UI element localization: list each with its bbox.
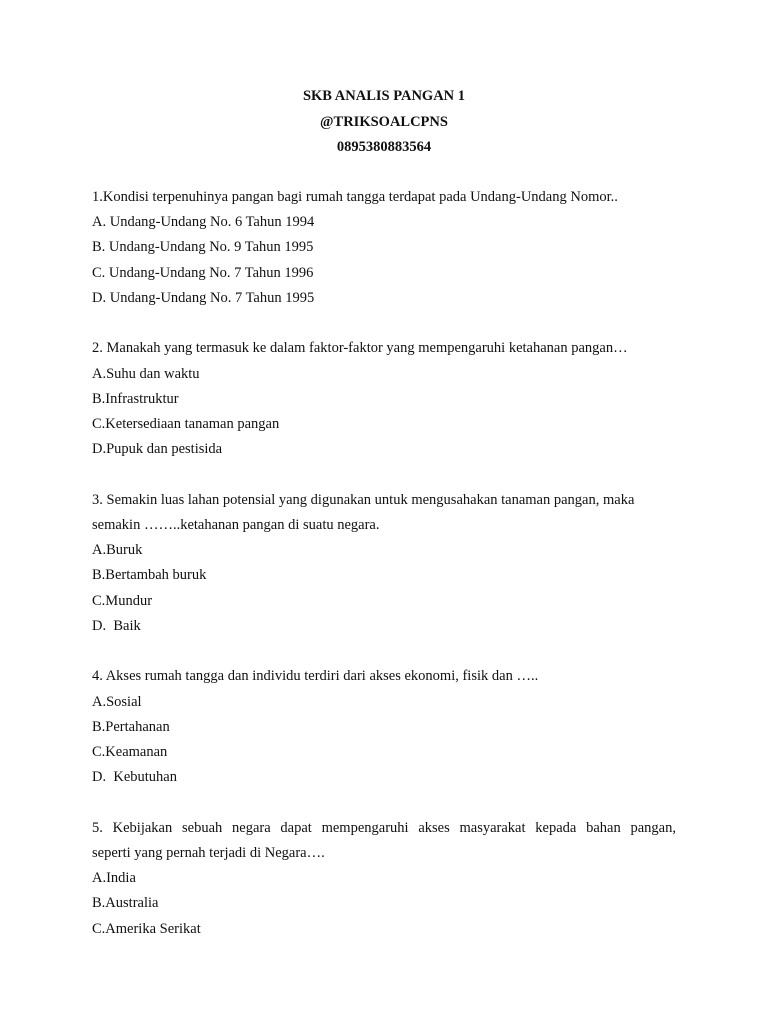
answer-option-d: D.Pupuk dan pestisida [92, 441, 223, 458]
answer-option-b: B. Undang-Undang No. 9 Tahun 1995 [92, 239, 314, 256]
answer-option-d: D. Baik [92, 617, 141, 634]
answer-option-b: B.Pertahanan [92, 718, 170, 735]
answer-option-b: B.Australia [92, 895, 159, 912]
question-4 [92, 664, 676, 790]
question-3 [92, 488, 676, 639]
question-list [92, 185, 676, 967]
answer-option-b: B.Bertambah buruk [92, 567, 207, 584]
answer-option-a: A. Undang-Undang No. 6 Tahun 1994 [92, 214, 315, 231]
question-stem-line-2: semakin ……..ketahanan pangan di suatu negara. [92, 517, 380, 534]
question-stem-line-2: seperti yang pernah terjadi di Negara…. [92, 845, 325, 862]
question-stem: 2. Manakah yang termasuk ke dalam faktor-faktor yang mempengaruhi ketahanan pangan… [92, 340, 628, 357]
question-stem-line-1: 5. Kebijakan sebuah negara dapat mempengaruhi akses masyarakat kepada bahan pangan, [92, 819, 676, 836]
answer-option-b: B.Infrastruktur [92, 390, 179, 407]
answer-option-a: A.Buruk [92, 542, 143, 559]
answer-option-c: C.Ketersediaan tanaman pangan [92, 416, 280, 433]
document-title: SKB ANALIS PANGAN 1 [302, 88, 466, 104]
question-stem: 1.Kondisi terpenuhinya pangan bagi rumah tangga terdapat pada Undang-Undang Nomor.. [92, 189, 618, 205]
answer-option-c: C.Amerika Serikat [92, 920, 201, 937]
question-5 [92, 816, 676, 942]
contact-phone: 0895380883564 [336, 139, 432, 155]
answer-option-d: D. Undang-Undang No. 7 Tahun 1995 [92, 289, 315, 306]
answer-option-a: A.Suhu dan waktu [92, 365, 200, 382]
answer-option-a: A.Sosial [92, 693, 142, 710]
question-2 [92, 336, 676, 462]
author-handle: @TRIKSOALCPNS [320, 113, 448, 130]
answer-option-c: C.Keamanan [92, 744, 168, 761]
answer-option-c: C.Mundur [92, 592, 153, 609]
question-1 [92, 185, 676, 311]
document-header [0, 84, 768, 161]
question-stem-line-1: 3. Semakin luas lahan potensial yang digunakan untuk mengusahakan tanaman pangan, maka [92, 491, 635, 508]
answer-option-a: A.India [92, 870, 136, 887]
answer-option-d: D. Kebutuhan [92, 769, 177, 786]
question-stem: 4. Akses rumah tangga dan individu terdiri dari akses ekonomi, fisik dan ….. [92, 668, 539, 685]
answer-option-c: C. Undang-Undang No. 7 Tahun 1996 [92, 264, 314, 281]
